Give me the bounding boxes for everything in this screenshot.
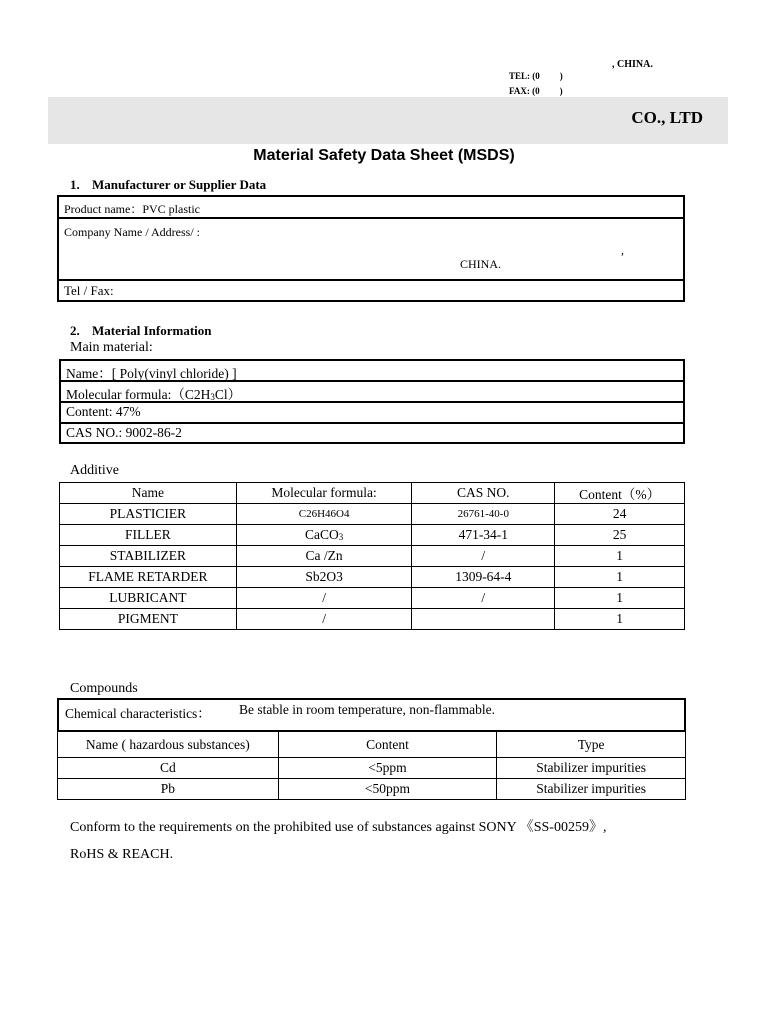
additive-name: FILLER <box>60 525 237 546</box>
header-name: Name <box>60 483 237 504</box>
divider <box>61 380 683 382</box>
chemical-characteristics-label: Chemical characteristics： <box>65 706 211 721</box>
compound-name: Cd <box>58 758 279 779</box>
additive-name: FLAME RETARDER <box>60 567 237 588</box>
divider <box>59 279 683 281</box>
table-row <box>60 504 685 525</box>
additive-cas: / <box>412 546 555 567</box>
tel-fax-label: Tel / Fax: <box>64 283 114 298</box>
additive-formula: / <box>236 609 412 630</box>
header-cas: CAS NO. <box>412 483 555 504</box>
additive-cas: / <box>412 588 555 609</box>
section2-heading <box>70 323 212 339</box>
main-material-box <box>59 359 685 444</box>
table-row <box>60 588 685 609</box>
table-row <box>58 758 686 779</box>
additive-cas: 471-34-1 <box>412 525 555 546</box>
header-type: Type <box>497 732 686 758</box>
section1-title: Manufacturer or Supplier Data <box>92 177 267 192</box>
additive-name: LUBRICANT <box>60 588 237 609</box>
additive-content: 1 <box>555 567 685 588</box>
conformance-line-1: Conform to the requirements on the prohibited use of substances against SONY 《SS-00259》, <box>70 820 607 835</box>
additive-formula: Sb2O3 <box>236 567 412 588</box>
product-name: Product name：PVC plastic <box>64 202 200 216</box>
table-row <box>60 609 685 630</box>
additive-formula: / <box>236 588 412 609</box>
material-formula-suffix: Cl） <box>214 387 242 402</box>
material-formula-prefix: Molecular formula:（C2H <box>66 387 211 402</box>
additive-cas: 1309-64-4 <box>412 567 555 588</box>
material-cas: CAS NO.: 9002-86-2 <box>66 425 182 440</box>
company-name: CO., LTD <box>631 108 703 127</box>
table-row <box>60 567 685 588</box>
material-content: Content: 47% <box>66 404 141 419</box>
header-formula: Molecular formula: <box>236 483 412 504</box>
additive-table <box>59 482 685 630</box>
address-comma: , <box>621 243 624 257</box>
divider <box>61 401 683 403</box>
additive-label: Additive <box>70 463 119 478</box>
compounds-table <box>57 731 686 800</box>
additive-name: STABILIZER <box>60 546 237 567</box>
chemical-characteristics-value: Be stable in room temperature, non-flammable. <box>239 702 496 717</box>
header-fax-label: FAX: (0 <box>509 86 540 96</box>
address-country: CHINA. <box>460 257 501 271</box>
additive-formula-sub: 3 <box>338 532 344 542</box>
additive-cas: 26761-40-0 <box>412 504 555 525</box>
material-name: Name：[ Poly(vinyl chloride) ] <box>66 366 237 381</box>
divider <box>61 422 683 424</box>
section1-heading <box>70 177 266 193</box>
chemical-characteristics-box <box>57 698 686 732</box>
conformance-line-2: RoHS & REACH. <box>70 847 174 862</box>
table-row <box>60 546 685 567</box>
compound-name: Pb <box>58 779 279 800</box>
supplier-box <box>57 195 685 302</box>
header-fax <box>509 86 563 96</box>
material-formula <box>61 383 683 403</box>
table-row <box>58 779 686 800</box>
main-material-label: Main material: <box>70 340 153 355</box>
header-tel-close: ) <box>559 71 563 81</box>
header-fax-close: ) <box>559 86 563 96</box>
section1-number: 1. <box>70 177 80 192</box>
additive-formula: Ca /Zn <box>236 546 412 567</box>
header-content: Content（%） <box>555 483 685 504</box>
additive-name: PIGMENT <box>60 609 237 630</box>
compound-content: <50ppm <box>278 779 497 800</box>
company-banner <box>48 97 728 144</box>
compounds-label: Compounds <box>70 681 138 696</box>
divider <box>59 217 683 219</box>
additive-content: 1 <box>555 546 685 567</box>
additive-content: 24 <box>555 504 685 525</box>
additive-table-header <box>60 483 685 504</box>
header-tel-label: TEL: (0 <box>509 71 540 81</box>
compounds-table-header <box>58 732 686 758</box>
additive-content: 1 <box>555 588 685 609</box>
table-row <box>60 525 685 546</box>
page-title: Material Safety Data Sheet (MSDS) <box>253 147 515 164</box>
compound-content: <5ppm <box>278 758 497 779</box>
additive-cas <box>412 609 555 630</box>
header-hazardous-name: Name ( hazardous substances) <box>58 732 279 758</box>
additive-name: PLASTICIER <box>60 504 237 525</box>
section2-title: Material Information <box>92 323 212 338</box>
header-address-country: , CHINA. <box>612 59 653 70</box>
material-formula-sub: 3 <box>210 392 215 402</box>
additive-content: 1 <box>555 609 685 630</box>
compound-type: Stabilizer impurities <box>497 758 686 779</box>
header-content: Content <box>278 732 497 758</box>
company-address-label: Company Name / Address/ : <box>64 225 200 239</box>
additive-formula <box>236 525 412 546</box>
header-tel <box>509 71 563 81</box>
additive-formula-main: CaCO <box>304 527 339 542</box>
additive-formula: C26H46O4 <box>236 504 412 525</box>
section2-number: 2. <box>70 323 80 338</box>
additive-content: 25 <box>555 525 685 546</box>
compound-type: Stabilizer impurities <box>497 779 686 800</box>
